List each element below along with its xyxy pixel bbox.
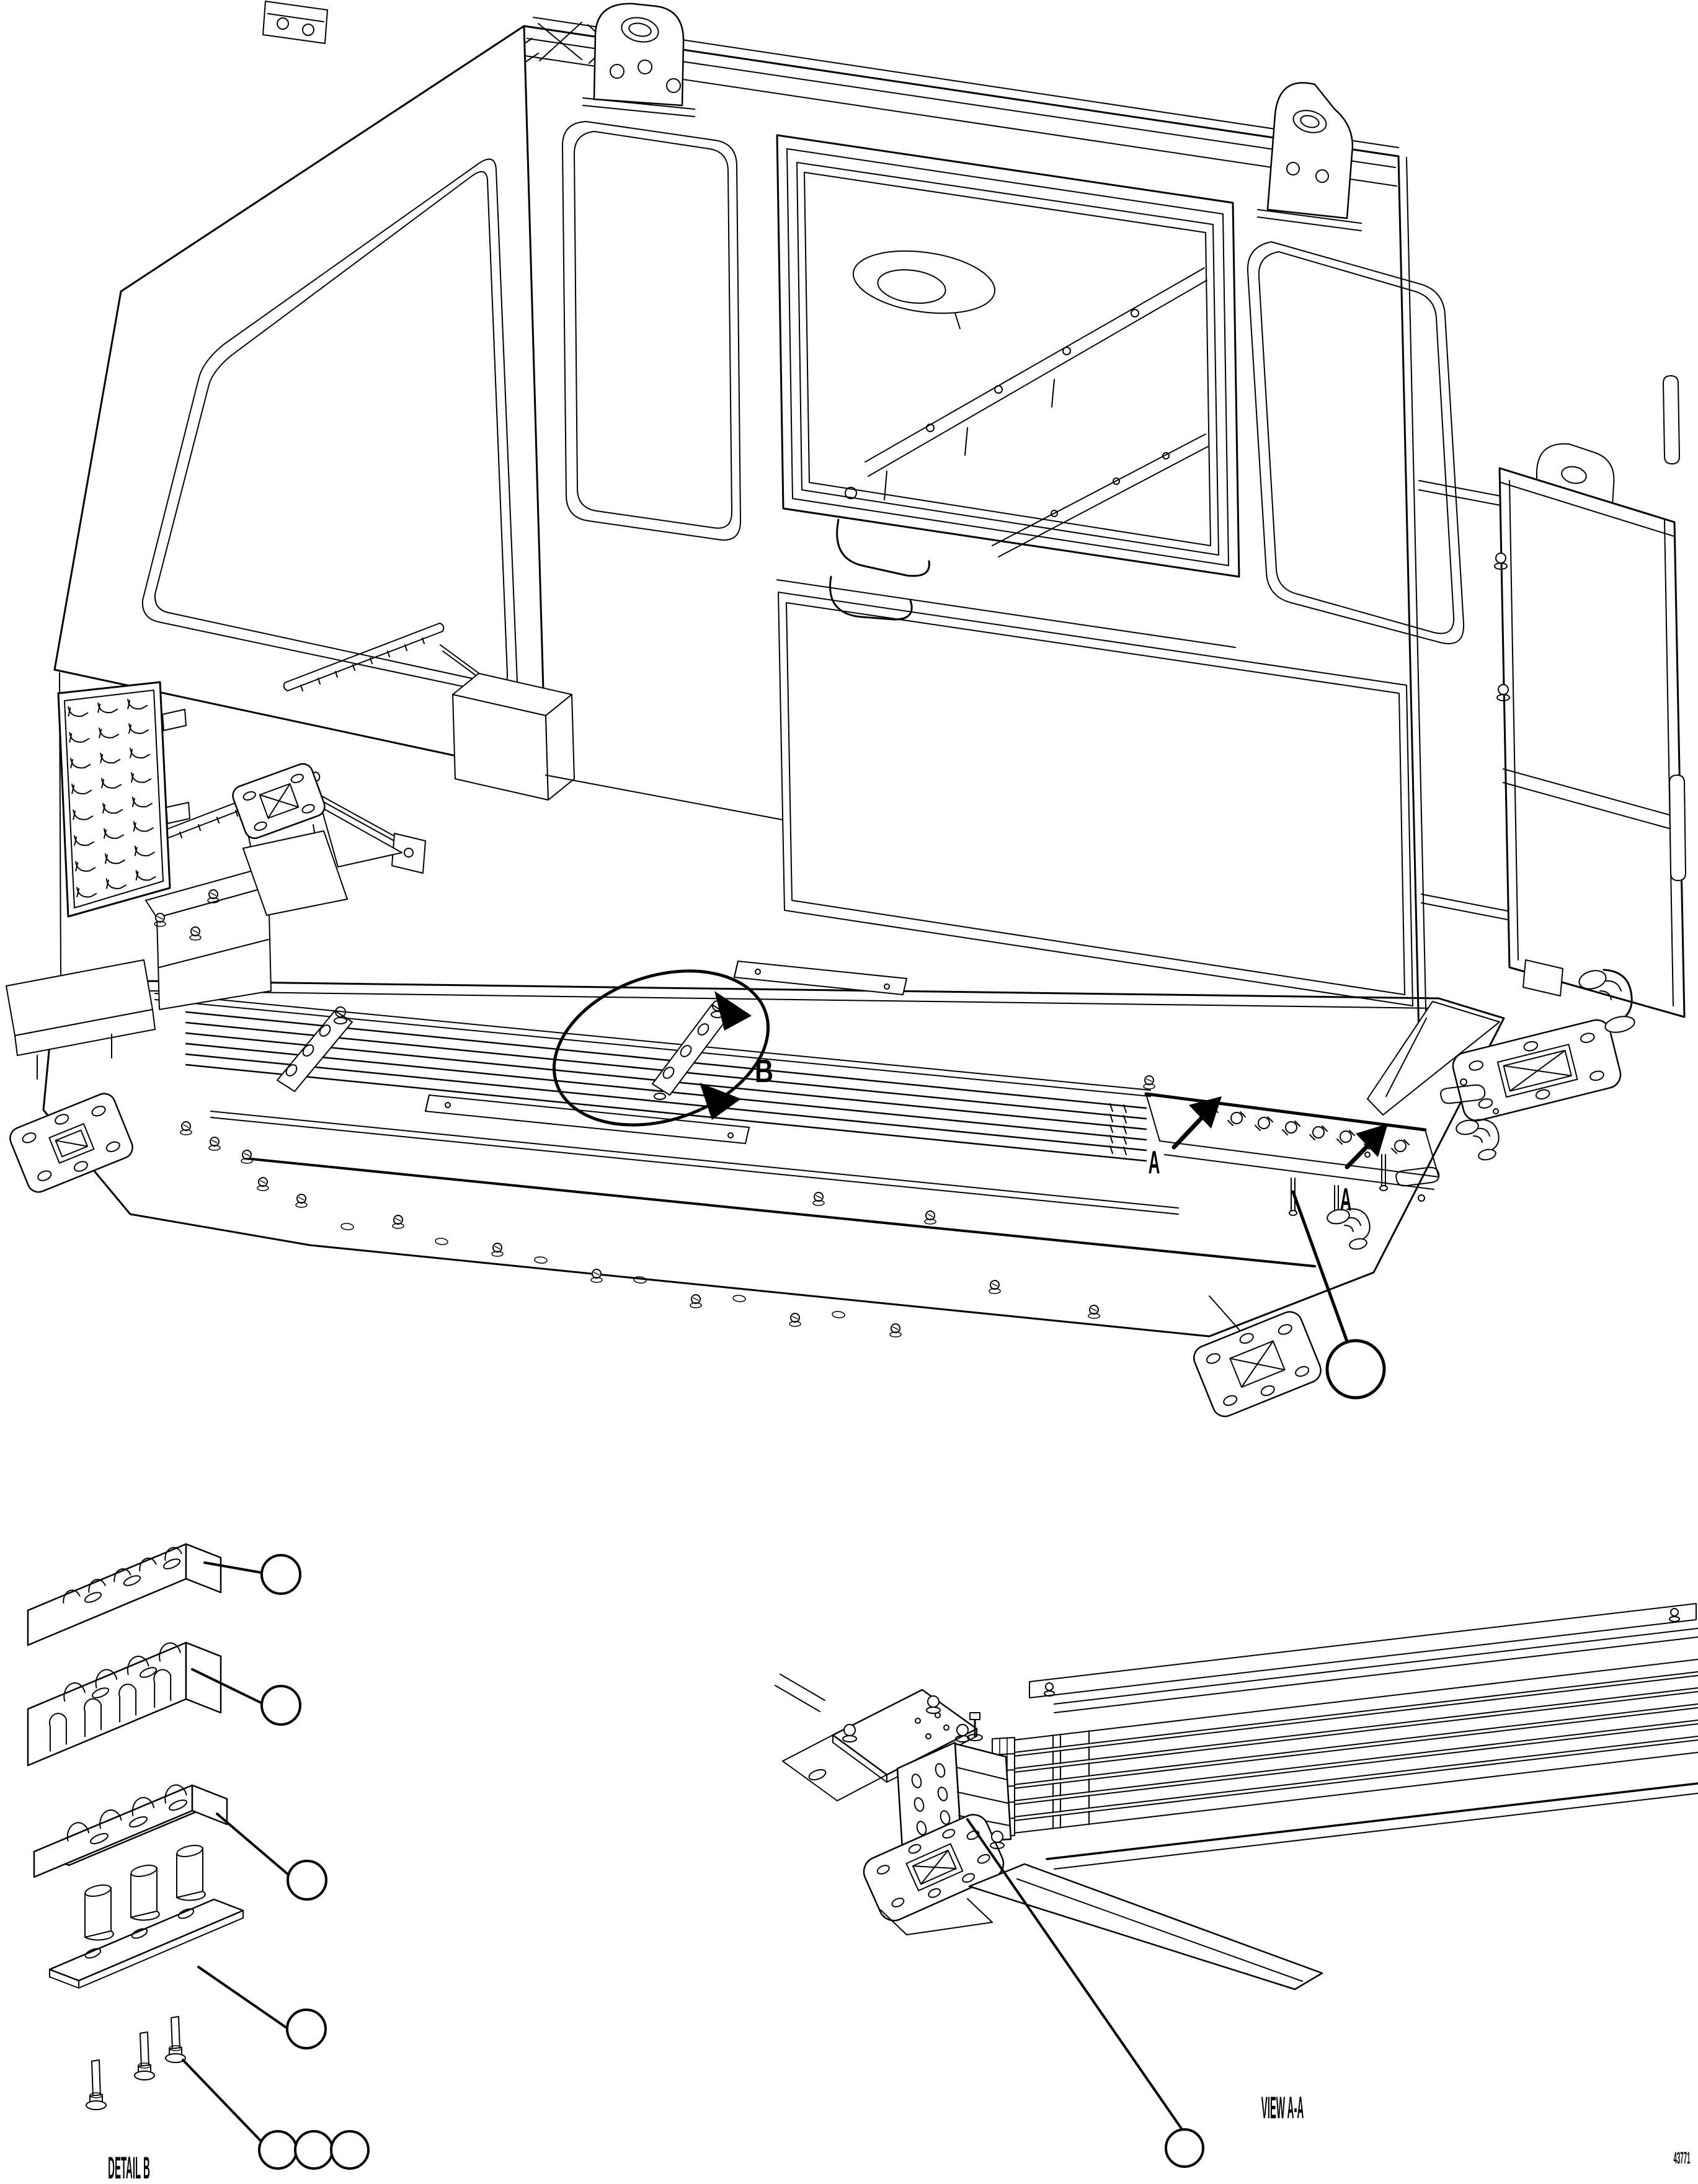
callout-balloon bbox=[287, 2010, 326, 2048]
callout-balloon bbox=[259, 2131, 296, 2168]
callout-balloon bbox=[1327, 1341, 1384, 1398]
section-label-a-left: A bbox=[1148, 1144, 1160, 1181]
callout-balloon bbox=[331, 2131, 368, 2168]
detail-circle-label: B bbox=[754, 1052, 774, 1090]
view-aa-title: VIEW A-A bbox=[1261, 2090, 1304, 2125]
detail-b-title: DETAIL B bbox=[108, 2151, 150, 2184]
lifting-lug-left bbox=[583, 4, 695, 117]
callout-balloon bbox=[262, 1686, 300, 1725]
section-label-a-right: A bbox=[1340, 1181, 1352, 1218]
callout-balloon bbox=[295, 2131, 332, 2168]
callout-balloon bbox=[1166, 2129, 1203, 2167]
callout-balloon bbox=[288, 1861, 326, 1899]
callout-balloon bbox=[262, 1555, 300, 1594]
figure-number: 43771 bbox=[1673, 2149, 1691, 2168]
cowl-box bbox=[453, 673, 574, 800]
